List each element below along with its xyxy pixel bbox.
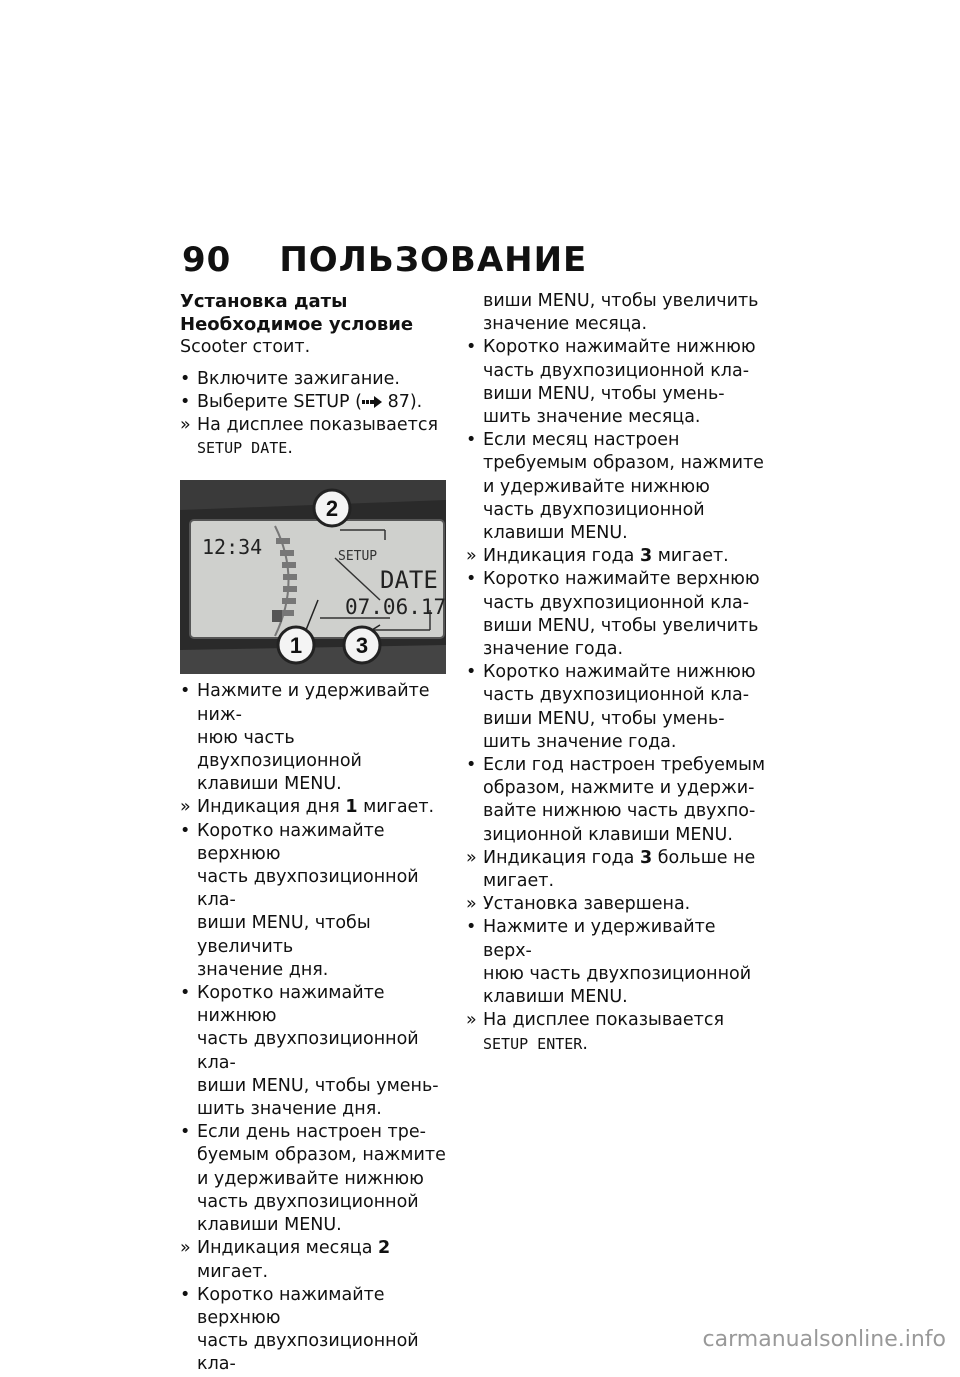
instrument-cluster-figure bbox=[180, 480, 446, 674]
list-item-continued: виши MENU, чтобы увеличить значение месяца. bbox=[483, 291, 759, 335]
list-item: • Если день настроен тре- буемым образом, нажмите и удерживайте нижнюю часть двухпозиционной клавиши MENU. bbox=[180, 1122, 446, 1236]
result-item: » Индикация года 3 мигает. bbox=[466, 545, 766, 568]
bullet-marker: • bbox=[180, 1284, 191, 1305]
bullet-marker: • bbox=[466, 337, 477, 358]
callout-3: 3 bbox=[355, 633, 369, 659]
list-item: • Если месяц настроен требуемым образом, нажмите и удерживайте нижнюю часть двухпозиционной клавиши MENU. bbox=[466, 430, 764, 544]
bullet-marker: • bbox=[466, 662, 477, 683]
bullet-marker: • bbox=[466, 917, 477, 938]
bullet-marker: • bbox=[466, 755, 477, 776]
page-header bbox=[182, 240, 587, 280]
result-item: » Индикация месяца 2 мигает. bbox=[180, 1238, 391, 1282]
bullet-marker: • bbox=[180, 391, 191, 412]
result-item: » Индикация года 3 больше не мигает. bbox=[466, 847, 756, 892]
screen-date-label: DATE bbox=[380, 566, 438, 595]
bullet-marker: • bbox=[180, 1122, 191, 1143]
arrow-right-icon bbox=[362, 396, 382, 408]
bullet-marker: • bbox=[180, 983, 191, 1004]
result-item: » Установка завершена. bbox=[466, 893, 766, 916]
result-item: » На дисплее показывается bbox=[466, 1009, 766, 1032]
list-item: • Нажмите и удерживайте верх- нюю часть двухпозиционной клавиши MENU. bbox=[466, 917, 752, 1008]
list-item: • Нажмите и удерживайте ниж- нюю часть двухпозиционной клавиши MENU. bbox=[180, 681, 430, 795]
subsection-heading: Необходимое условие bbox=[180, 314, 414, 336]
bullet-marker: • bbox=[180, 681, 191, 702]
bullet-marker: • bbox=[180, 820, 191, 841]
list-item: • Коротко нажимайте верхнюю часть двухпозиционной кла- bbox=[180, 1284, 419, 1375]
display-text: SETUP ENTER bbox=[483, 1034, 583, 1053]
callout-2: 2 bbox=[325, 496, 339, 522]
result-marker: » bbox=[180, 415, 191, 436]
list-item: • Коротко нажимайте верхнюю часть двухпозиционной кла- виши MENU, чтобы увеличить значение дня. bbox=[180, 820, 419, 980]
display-text: SETUP DATE bbox=[197, 439, 288, 458]
list-item: • Коротко нажимайте нижнюю часть двухпозиционной кла- виши MENU, чтобы умень- шить значение года. bbox=[466, 662, 756, 752]
callout-1: 1 bbox=[289, 633, 303, 659]
bullet-marker: • bbox=[466, 569, 477, 590]
list-item: • Коротко нажимайте верхнюю часть двухпозиционной кла- виши MENU, чтобы увеличить значение года. bbox=[466, 569, 760, 660]
page-number: 90 bbox=[182, 240, 232, 280]
result-marker: » bbox=[180, 797, 191, 818]
list-item: • Выберите SETUP ( 87). bbox=[180, 391, 450, 414]
section-heading: Установка даты bbox=[180, 291, 348, 312]
left-column: Установка даты Необходимое условие Scooter стоит. • Включите зажигание. • Выберите SETUP ( 87). » На дисплее показывается SETUP DATE. 12:34 SETUP DATE 07.06.17 2 1 3 • Нажмите и удерживайте ниж- нюю часть двухпозиционной клавиши MENU. » Индикация дня 1 мигает. • Коротко нажимайте верхнюю часть двухпозиционной кла- виши MENU, чтобы увеличить значение дня. • Коротко нажимайте нижнюю часть двухпозиционной кла- виши MENU, чтобы умень- шить значение дня. • Если день настроен тре- буемым образом, нажмите и удерживайте нижнюю часть двухпозиционной клавиши MENU. » Индикация месяца 2 мигает. • Коротко нажимайте верхнюю часть двухпозиционной кла- bbox=[180, 290, 450, 1377]
screen-time: 12:34 bbox=[202, 535, 263, 560]
list-item: • Включите зажигание. bbox=[180, 368, 450, 391]
bullet-marker: • bbox=[466, 430, 477, 451]
result-marker: » bbox=[466, 847, 477, 868]
screen-setup: SETUP bbox=[338, 549, 378, 565]
result-item: » На дисплее показывается bbox=[180, 414, 450, 437]
list-item: • Коротко нажимайте нижнюю часть двухпозиционной кла- виши MENU, чтобы умень- шить значение дня. bbox=[180, 983, 439, 1120]
condition-text: Scooter стоит. bbox=[180, 337, 311, 358]
page-title: ПОЛЬЗОВАНИЕ bbox=[279, 240, 588, 280]
result-marker: » bbox=[466, 546, 477, 567]
result-marker: » bbox=[180, 1238, 191, 1259]
result-item: » Индикация дня 1 мигает. bbox=[180, 796, 450, 819]
right-column: виши MENU, чтобы увеличить значение месяца. • Коротко нажимайте нижнюю часть двухпозиционной кла- виши MENU, чтобы умень- шить значение месяца. • Если месяц настроен требуемым образом, нажмите и удерживайте нижнюю часть двухпозиционной клавиши MENU. » Индикация года 3 мигает. • Коротко нажимайте верхнюю часть двухпозиционной кла- виши MENU, чтобы увеличить значение года. • Коротко нажимайте нижнюю часть двухпозиционной кла- виши MENU, чтобы умень- шить значение года. • Если год настроен требуемым образом, нажмите и удержи- вайте нижнюю часть двухпо- зиционной клавиши MENU. » Индикация года 3 больше не мигает. » Установка завершена. • Нажмите и удерживайте верх- нюю часть двухпозиционной клавиши MENU. » На дисплее показывается SETUP ENTER. bbox=[466, 291, 766, 1054]
watermark: carmanualsonline.info bbox=[702, 1327, 946, 1352]
list-item: • Коротко нажимайте нижнюю часть двухпозиционной кла- виши MENU, чтобы умень- шить значение месяца. bbox=[466, 337, 756, 428]
result-marker: » bbox=[466, 1010, 477, 1031]
bullet-marker: • bbox=[180, 368, 191, 389]
list-item: • Если год настроен требуемым образом, нажмите и удержи- вайте нижнюю часть двухпо- зиционной клавиши MENU. bbox=[466, 755, 766, 845]
screen-date-value: 07.06.17 bbox=[345, 595, 446, 620]
result-marker: » bbox=[466, 894, 477, 915]
